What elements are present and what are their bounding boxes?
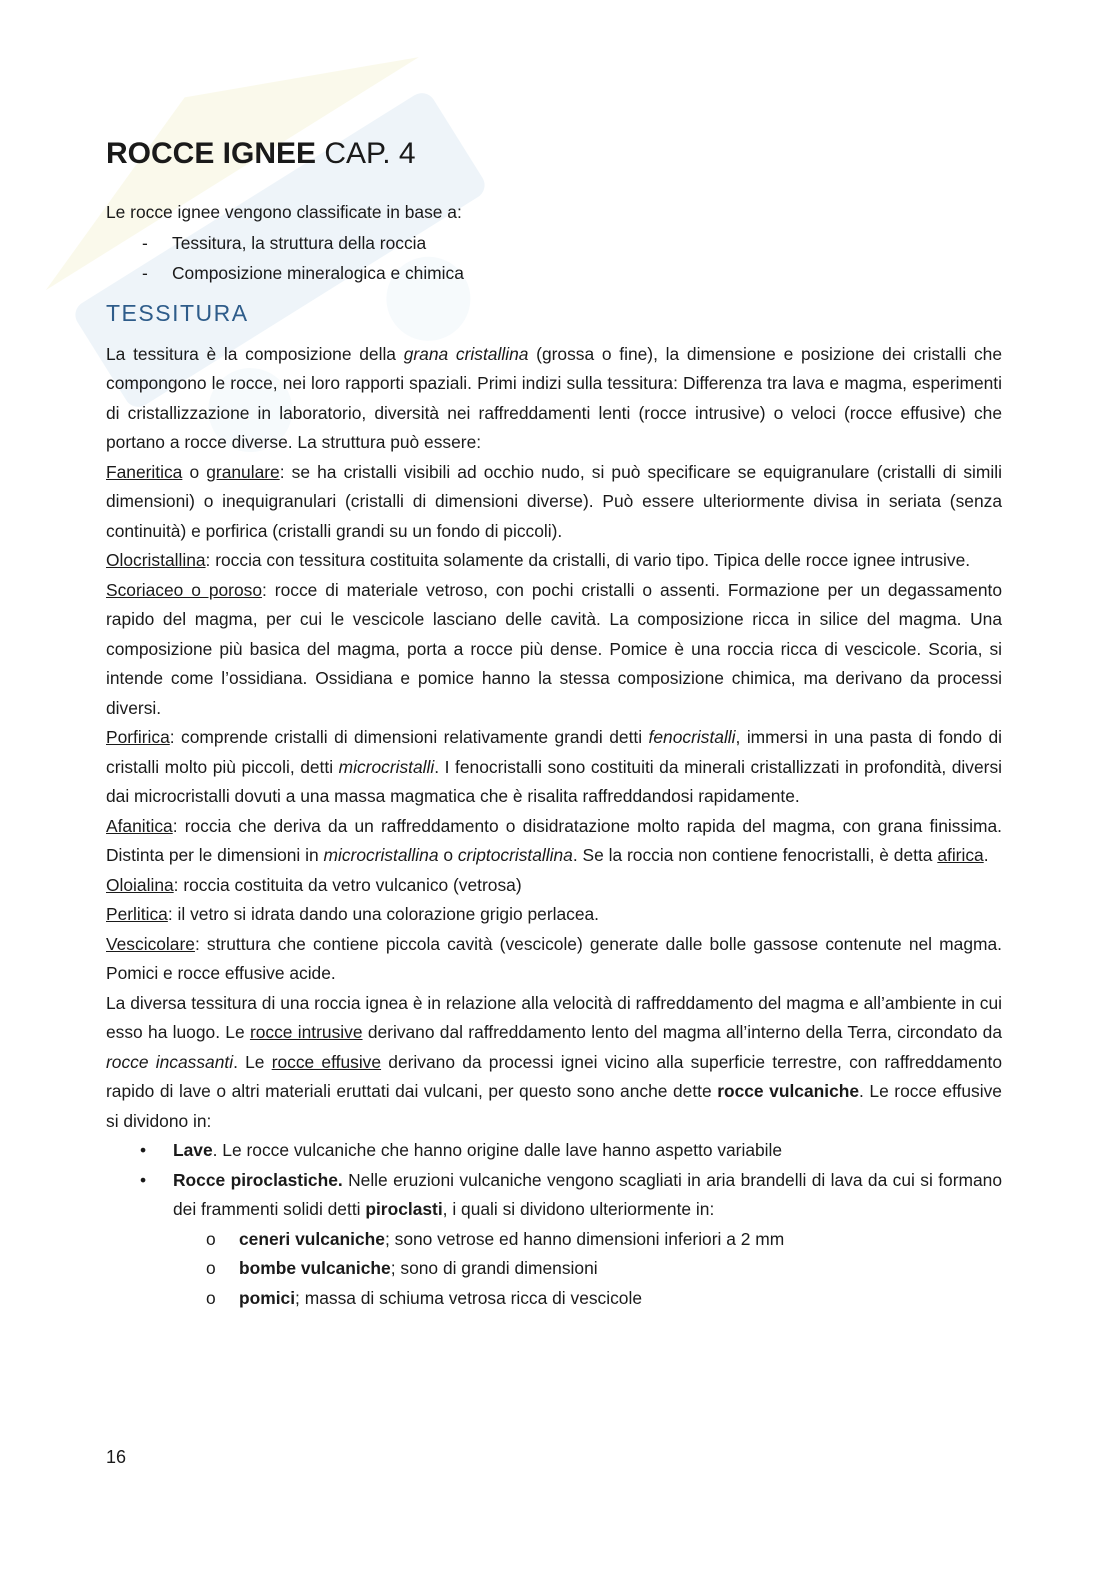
document-page [106,130,1002,1313]
page-number: 16 [106,1447,127,1467]
list-item: - Tessitura, la struttura della roccia [106,228,1002,258]
paragraph-faneritica: Faneritica o granulare: se ha cristalli visibili ad occhio nudo, si può specificare se equigranulare (cristalli di simili dimensioni) o inequigranulari (cristalli di dimensioni diverse). Può essere ulteriormente divisa in seriata (senza continuità) e porfirica (cristalli grandi su un fondo di piccoli). [106,461,1002,541]
effusive-types-list [106,1136,1002,1225]
circle-bullet-icon: o [206,1228,216,1249]
list-item: • Lave. Le rocce vulcaniche che hanno origine dalle lave hanno aspetto variabile [106,1136,1002,1166]
paragraph-perlitica: Perlitica: il vetro si idrata dando una colorazione grigio perlacea. [106,904,600,924]
bullet-icon: • [140,1140,147,1160]
list-item: o ceneri vulcaniche; sono vetrose ed hanno dimensioni inferiori a 2 mm [106,1225,1002,1255]
paragraph-scoriaceo: Scoriaceo o poroso: rocce di materiale vetroso, con pochi cristalli o assenti. Formazione per un degassamento rapido del magma, per cui le vescicole lasciano delle cavità. La composizione ricca in silice del magma. Una composizione più basica del magma, porta a rocce più dense. Pomice è una roccia ricca di vescicole. Scoria, si intende come l’ossidiana. Ossidiana e pomice hanno la stessa composizione chimica, ma derivano da processi diversi. [106,579,1002,718]
paragraph-afanitica: Afanitica: roccia che deriva da un raffreddamento o disidratazione molto rapida del magma, con grana finissima. Distinta per le dimensioni in microcristallina o criptocristallina. Se la roccia non contiene fenocristalli, è detta afirica. [106,815,1002,865]
paragraph-vescicolare: Vescicolare: struttura che contiene piccola cavità (vescicole) generate dalle bolle gassose contenute nel magma. Pomici e rocce effusive acide. [106,933,1002,983]
list-item: o bombe vulcaniche; sono di grandi dimensioni [106,1254,1002,1284]
section-heading-tessitura: TESSITURA [106,299,249,326]
paragraph-oloialina: Oloialina: roccia costituita da vetro vulcanico (vetrosa) [106,874,522,895]
criteria-list [106,228,1002,288]
bullet-icon: • [140,1169,147,1190]
paragraph-closing: La diversa tessitura di una roccia ignea è in relazione alla velocità di raffreddamento del magma e all’ambiente in cui esso ha luogo. Le rocce intrusive derivano dal raffreddamento lento del magma all’interno della Terra, circondato da rocce incassanti. Le rocce effusive derivano da processi ignei vicino alla superficie terrestre, con raffreddamento rapido di lave o altri materiali eruttati dai vulcani, per questo sono anche dette rocce vulcaniche. Le rocce effusive si dividono in: [106,992,1002,1131]
paragraph-olocristallina: Olocristallina: roccia con tessitura costituita solamente da cristalli, di vario tipo. Tipica delle rocce ignee intrusive. [106,550,971,570]
intro-text: Le rocce ignee vengono classificate in base a: [106,202,462,222]
paragraph-tessitura: La tessitura è la composizione della grana cristallina (grossa o fine), la dimensione e posizione dei cristalli che compongono le rocce, nei loro rapporti spaziali. Primi indizi sulla tessitura: Differenza tra lava e magma, esperimenti di cristallizzazione in laboratorio, diversità nei raffreddamenti lenti (rocce intrusive) o veloci (rocce effusive) che portano a rocce diverse. La struttura può essere: [106,343,1003,452]
piroclasti-list [106,1225,1002,1314]
page-title: ROCCE IGNEE CAP. 4 [106,137,416,170]
list-item: - Composizione mineralogica e chimica [106,258,1002,288]
circle-bullet-icon: o [206,1258,216,1278]
list-item: o pomici; massa di schiuma vetrosa ricca di vescicole [106,1284,1002,1314]
list-item: • Rocce piroclastiche. Nelle eruzioni vulcaniche vengono scagliati in aria brandelli di lava da cui si formano dei frammenti solidi detti piroclasti, i quali si dividono ulteriormente in: [106,1166,1002,1225]
paragraph-porfirica: Porfirica: comprende cristalli di dimensioni relativamente grandi detti fenocristalli, immersi in una pasta di fondo di cristalli molto più piccoli, detti microcristalli. I fenocristalli sono costituiti da minerali cristallizzati in profondità, diversi dai microcristalli dovuti a una massa magmatica che è risalita raffreddandosi rapidamente. [106,727,1002,806]
circle-bullet-icon: o [206,1287,216,1308]
